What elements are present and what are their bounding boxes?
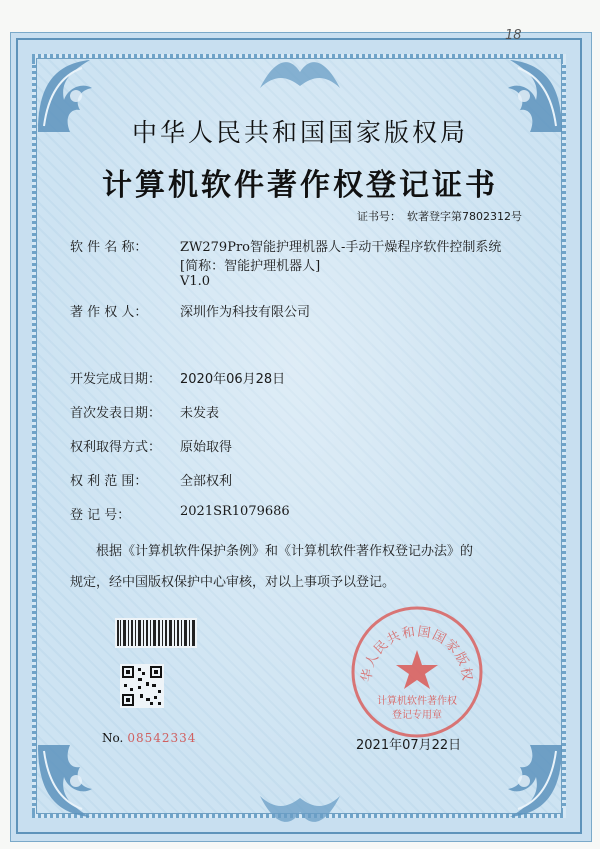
serial-number-value: 08542334 (127, 731, 197, 745)
serial-number (102, 731, 196, 745)
field-label: 软 件 名 称： (70, 240, 148, 255)
handwritten-note: 18 (505, 28, 522, 43)
field-value: 2021SR1079686 (180, 504, 290, 519)
registration-statement (70, 536, 540, 598)
official-seal-icon (349, 604, 485, 740)
field-label: 权 利 范 围： (70, 474, 148, 489)
issue-date: 2021年07月22日 (356, 738, 462, 753)
seal-ring-text: 华人民共和国国家版权 (359, 624, 475, 684)
corner-ornament-icon (30, 735, 120, 825)
field-label: 开发完成日期： (70, 372, 162, 387)
issuing-authority-title: 中华人民共和国国家版权局 (131, 118, 468, 147)
statement-line-2: 规定，经中国版权保护中心审核，对以上事项予以登记。 (70, 575, 396, 590)
field-value (180, 236, 501, 293)
statement-line-1: 根据《计算机软件保护条例》和《计算机软件著作权登记办法》的 (96, 544, 474, 559)
field-value: 2020年06月28日 (180, 372, 286, 387)
certificate-number (351, 208, 522, 224)
field-label: 首次发表日期： (70, 406, 162, 421)
top-crest-ornament-icon (255, 52, 345, 92)
qr-code-icon (120, 664, 164, 708)
barcode-icon (115, 618, 197, 648)
software-short-name-line: [简称：智能护理机器人] (180, 259, 321, 274)
corner-ornament-icon (480, 735, 570, 825)
software-version-line: V1.0 (180, 274, 211, 289)
certificate-number-value: 软著登字第7802312号 (407, 210, 522, 223)
field-label: 著 作 权 人： (70, 305, 148, 320)
field-value: 未发表 (180, 406, 220, 421)
seal-text-line-1: 计算机软件著作权 (377, 696, 457, 707)
field-value: 深圳作为科技有限公司 (180, 305, 311, 320)
certificate-title: 计算机软件著作权登记证书 (102, 168, 498, 203)
seal-text-line-2: 登记专用章 (392, 710, 442, 721)
software-name-line: ZW279Pro智能护理机器人-手动干燥程序软件控制系统 (180, 240, 502, 255)
serial-number-prefix: No. (102, 731, 124, 745)
field-value: 原始取得 (180, 440, 233, 455)
field-label: 权利取得方式： (70, 440, 162, 455)
certificate-number-label: 证书号： (357, 210, 401, 223)
field-label: 登 记 号： (70, 508, 131, 523)
bottom-crest-ornament-icon (255, 796, 345, 832)
field-value: 全部权利 (180, 474, 233, 489)
